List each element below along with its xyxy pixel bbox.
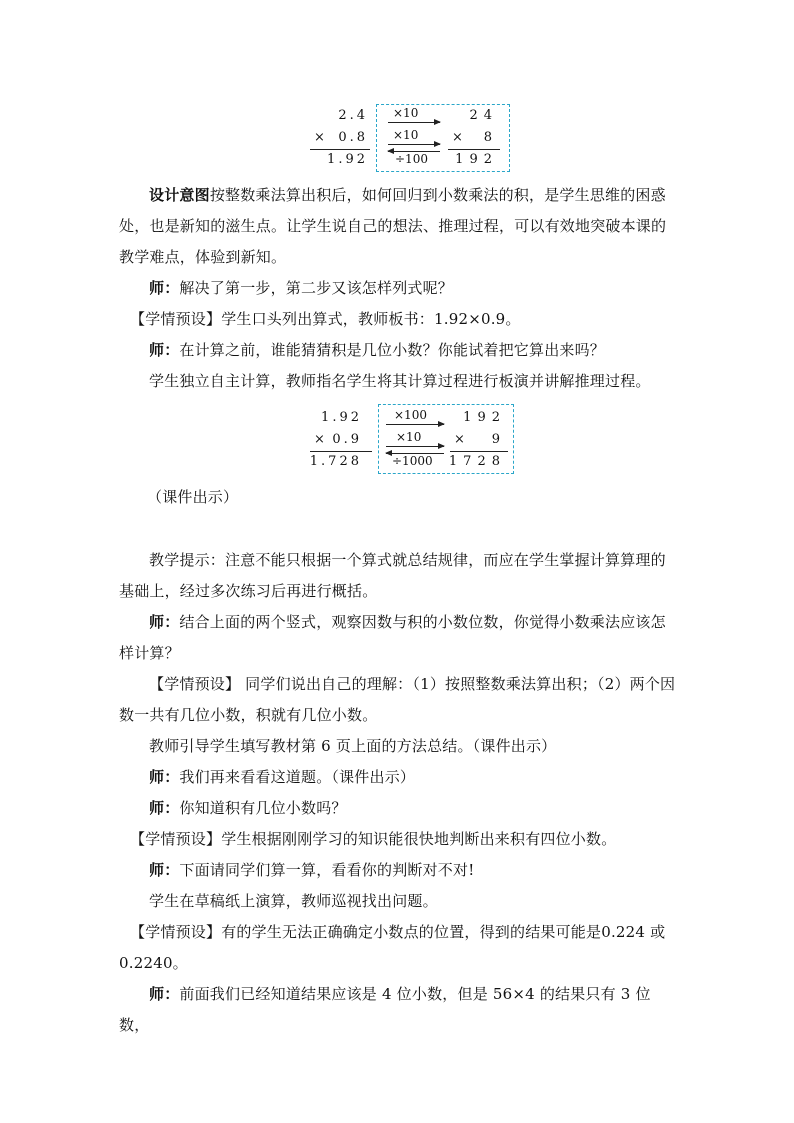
teacher-label: 师： <box>149 861 180 879</box>
fig1-right-line1: 24 <box>469 108 498 123</box>
teacher-text: 你知道积有几位小数吗？ <box>179 799 347 817</box>
fig1-arrow-top <box>388 122 440 123</box>
fig2-right-line1: 192 <box>463 410 506 425</box>
fig1-arrow-mid <box>388 144 440 145</box>
paragraph-teacher-4 <box>119 762 679 793</box>
fig2-right-result: 1728 <box>448 454 506 469</box>
paragraph-student-calc <box>119 366 699 397</box>
paragraph-teacher-6 <box>119 855 679 886</box>
courseware-text: （课件出示） <box>147 488 239 506</box>
student-calc-text: 学生独立自主计算，教师指名学生将其计算过程进行板演并讲解推理过程。 <box>149 372 651 390</box>
teacher-label: 师： <box>149 985 180 1003</box>
paragraph-teacher-guide <box>119 731 679 762</box>
teacher-label: 师： <box>149 768 180 786</box>
fig2-arrow-top <box>386 424 444 425</box>
teacher-text: 结合上面的两个竖式，观察因数与积的小数位数，你觉得小数乘法应该怎样计算？ <box>119 613 666 662</box>
fig2-left-op: × <box>314 432 325 447</box>
paragraph-student-preview-3 <box>130 824 690 855</box>
vertical-calculation-figure-1 <box>300 104 520 174</box>
paragraph-student-preview-1 <box>130 304 690 335</box>
fig2-arrow-mid <box>386 446 444 447</box>
student-preview-text: 【学情预设】学生根据刚刚学习的知识能很快地判断出来积有四位小数。 <box>130 830 617 848</box>
fig1-right-rule <box>448 149 500 150</box>
paragraph-teacher-7 <box>119 979 679 1041</box>
paragraph-student-preview-2 <box>119 669 679 731</box>
student-preview-text: 【学情预设】有的学生无法正确确定小数点的位置，得到的结果可能是0.224 或 0.2240。 <box>119 923 666 972</box>
paragraph-teaching-tip <box>119 545 679 607</box>
teacher-text: 解决了第一步，第二步又该怎样列式呢？ <box>179 279 454 297</box>
paragraph-teacher-3 <box>119 607 679 669</box>
teacher-guide-text: 教师引导学生填写教材第 6 页上面的方法总结。（课件出示） <box>149 737 557 755</box>
paragraph-teacher-1 <box>119 273 679 304</box>
fig1-right-op: × <box>452 130 463 145</box>
teacher-text: 在计算之前，谁能猜猜积是几位小数？你能试着把它算出来吗？ <box>179 341 606 359</box>
fig1-left-op: × <box>314 130 325 145</box>
fig2-left-result: 1.728 <box>309 454 362 469</box>
design-intent-text: 按整数乘法算出积后，如何回归到小数乘法的积，是学生思维的困惑处，也是新知的滋生点。让学生说自己的想法、推理过程，可以有效地突破本课的教学难点，体验到新知。 <box>119 186 667 266</box>
paragraph-teacher-5 <box>119 793 679 824</box>
fig1-right-result: 192 <box>455 152 498 167</box>
teaching-tip-text: 教学提示：注意不能只根据一个算式就总结规律，而应在学生掌握计算算理的基础上，经过多次练习后再进行概括。 <box>119 551 666 600</box>
paragraph-student-draft <box>119 886 679 917</box>
fig1-op-mid: ×10 <box>393 128 419 142</box>
student-draft-text: 学生在草稿纸上演算，教师巡视找出问题。 <box>149 892 438 910</box>
fig1-op-top: ×10 <box>393 106 419 120</box>
fig1-left-line2: 0.8 <box>338 130 368 145</box>
design-intent-label: 设计意图 <box>149 186 210 204</box>
paragraph-courseware-shown <box>147 482 707 513</box>
fig2-right-line2: 9 <box>491 432 506 447</box>
student-preview-text: 【学情预设】 同学们说出自己的理解：（1）按照整数乘法算出积；（2）两个因数一共有几位小数，积就有几位小数。 <box>119 675 676 724</box>
fig1-right-line2: 8 <box>483 130 498 145</box>
fig2-right-rule <box>450 451 508 452</box>
teacher-text: 下面请同学们算一算，看看你的判断对不对! <box>179 861 475 879</box>
paragraph-design-intent <box>119 180 679 273</box>
fig2-op-bottom: ÷1000 <box>392 454 433 468</box>
fig1-left-rule <box>310 149 370 150</box>
fig2-left-line1: 1.92 <box>321 410 362 425</box>
teacher-label: 师： <box>149 613 180 631</box>
fig1-left-line1: 2.4 <box>338 108 368 123</box>
student-preview-text: 【学情预设】学生口头列出算式，教师板书：1.92×0.9。 <box>130 310 521 328</box>
fig1-op-bottom: ÷100 <box>395 152 428 166</box>
teacher-text: 我们再来看看这道题。（课件出示） <box>179 768 416 786</box>
paragraph-teacher-2 <box>119 335 679 366</box>
teacher-label: 师： <box>149 341 180 359</box>
vertical-calculation-figure-2 <box>300 404 520 476</box>
teacher-text: 前面我们已经知道结果应该是 4 位小数，但是 56×4 的结果只有 3 位数， <box>119 985 651 1034</box>
fig2-op-mid: ×10 <box>396 430 422 444</box>
fig2-left-rule <box>310 451 372 452</box>
teacher-label: 师： <box>149 279 180 297</box>
teacher-label: 师： <box>149 799 180 817</box>
paragraph-student-preview-4 <box>119 917 679 979</box>
fig2-left-line2: 0.9 <box>332 432 362 447</box>
fig2-right-op: × <box>454 432 465 447</box>
fig1-left-result: 1.92 <box>327 152 368 167</box>
fig2-op-top: ×100 <box>394 408 427 422</box>
